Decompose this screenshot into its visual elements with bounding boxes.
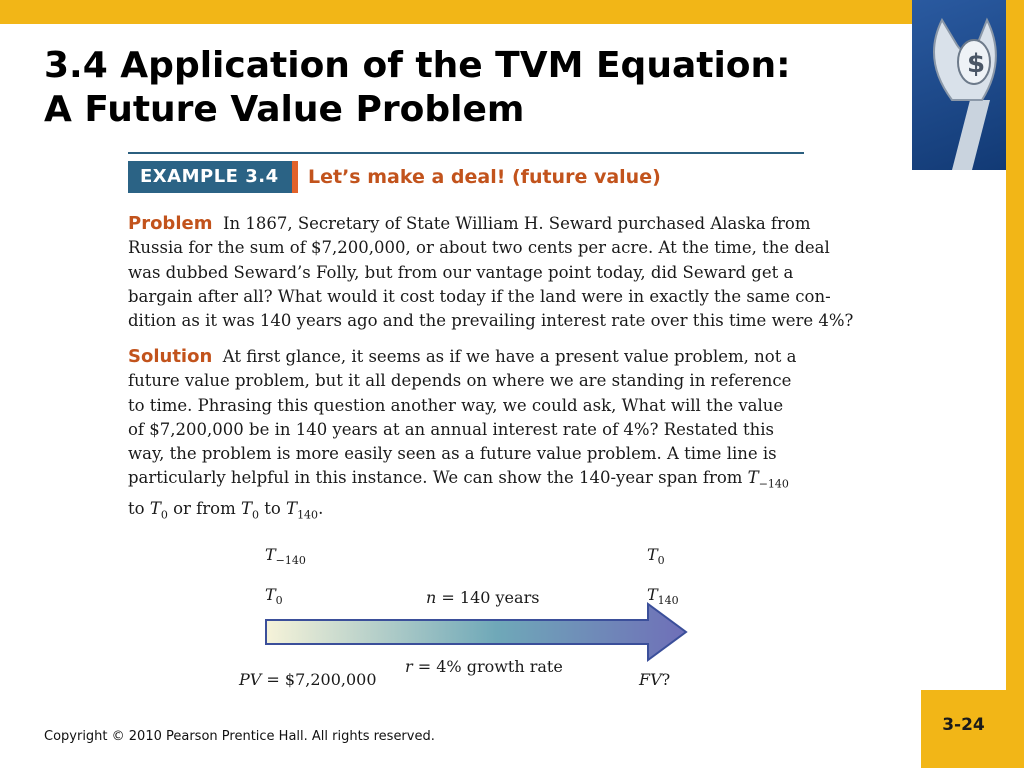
solution-line-1: At first glance, it seems as if we have a present value problem, not a (222, 347, 797, 366)
timeline-start-top: $T_{-140}$ (265, 545, 306, 568)
copyright-notice: Copyright © 2010 Pearson Prentice Hall. All rights reserved. (44, 729, 435, 744)
example-tag-accent (292, 161, 298, 193)
solution-label: Solution (128, 346, 213, 367)
present-value-label: PV = $7,200,000 (239, 670, 377, 689)
solution-line-6: particularly helpful in this instance. We can show the 140-year span from (128, 468, 748, 488)
solution-paragraph: Solution At first glance, it seems as if we have a present value problem, not a future value problem, but it all depends on where we are standing in reference to time. Phrasing this question another way, we could ask, What will the value of $7,200,000 be in 140 years at an annual interest rate of 4%? Restated this way, the problem is more easily seen as a future value problem. A time line is particularly helpful in this instance. We can show the 140-year span from $T_{-140}$ to $T_0$ or from $T_0$ to $T_{140}$. (128, 345, 808, 528)
problem-line-3: was dubbed Seward’s Folly, but from our vantage point today, did Seward get a (128, 262, 794, 282)
future-value-label: FV? (639, 670, 671, 689)
slide-number: 3-24 (942, 715, 985, 735)
svg-text:$: $ (967, 49, 986, 79)
slide-title (44, 44, 904, 132)
timeline-arrow (264, 600, 690, 664)
solution-line-4: of $7,200,000 be in 140 years at an annual interest rate of 4%? Restated this (128, 419, 775, 439)
wrench-dollar-logo (912, 0, 1006, 170)
example-rule (128, 152, 804, 154)
timeline-n-label: n = 140 years (426, 588, 540, 607)
problem-label: Problem (128, 213, 213, 234)
problem-line-2: Russia for the sum of $7,200,000, or about two cents per acre. At the time, the deal (128, 238, 830, 258)
solution-line-7: to $T_0$ or from $T_0$ to $T_{140}$. (128, 499, 324, 522)
problem-paragraph (128, 212, 854, 333)
slide-title-line1: 3.4 Application of the TVM Equation: (44, 45, 791, 86)
top-accent-bar (0, 0, 1024, 24)
timeline-rate-label: r = 4% growth rate (405, 657, 563, 676)
problem-line-1: In 1867, Secretary of State William H. Seward purchased Alaska from (222, 214, 811, 233)
right-accent-bar (1006, 0, 1024, 768)
timeline-end-top: $T_0$ (647, 545, 665, 568)
timeline-start-bottom: $T_0$ (265, 585, 283, 608)
solution-line-3: to time. Phrasing this question another way, we could ask, What will the value (128, 395, 784, 415)
problem-line-4: bargain after all? What would it cost today if the land were in exactly the same con- (128, 286, 831, 306)
example-title: Let’s make a deal! (future value) (308, 166, 661, 188)
solution-line-5: way, the problem is more easily seen as a future value problem. A time line is (128, 444, 777, 464)
slide-title-line2: A Future Value Problem (44, 89, 525, 130)
slide-number-box (921, 690, 1006, 768)
solution-line-2: future value problem, but it all depends on where we are standing in reference (128, 371, 792, 391)
example-tag: EXAMPLE 3.4 (128, 161, 292, 193)
timeline-end-bottom: $T_{140}$ (647, 585, 679, 608)
problem-line-5: dition as it was 140 years ago and the prevailing interest rate over this time were 4%? (128, 311, 854, 331)
